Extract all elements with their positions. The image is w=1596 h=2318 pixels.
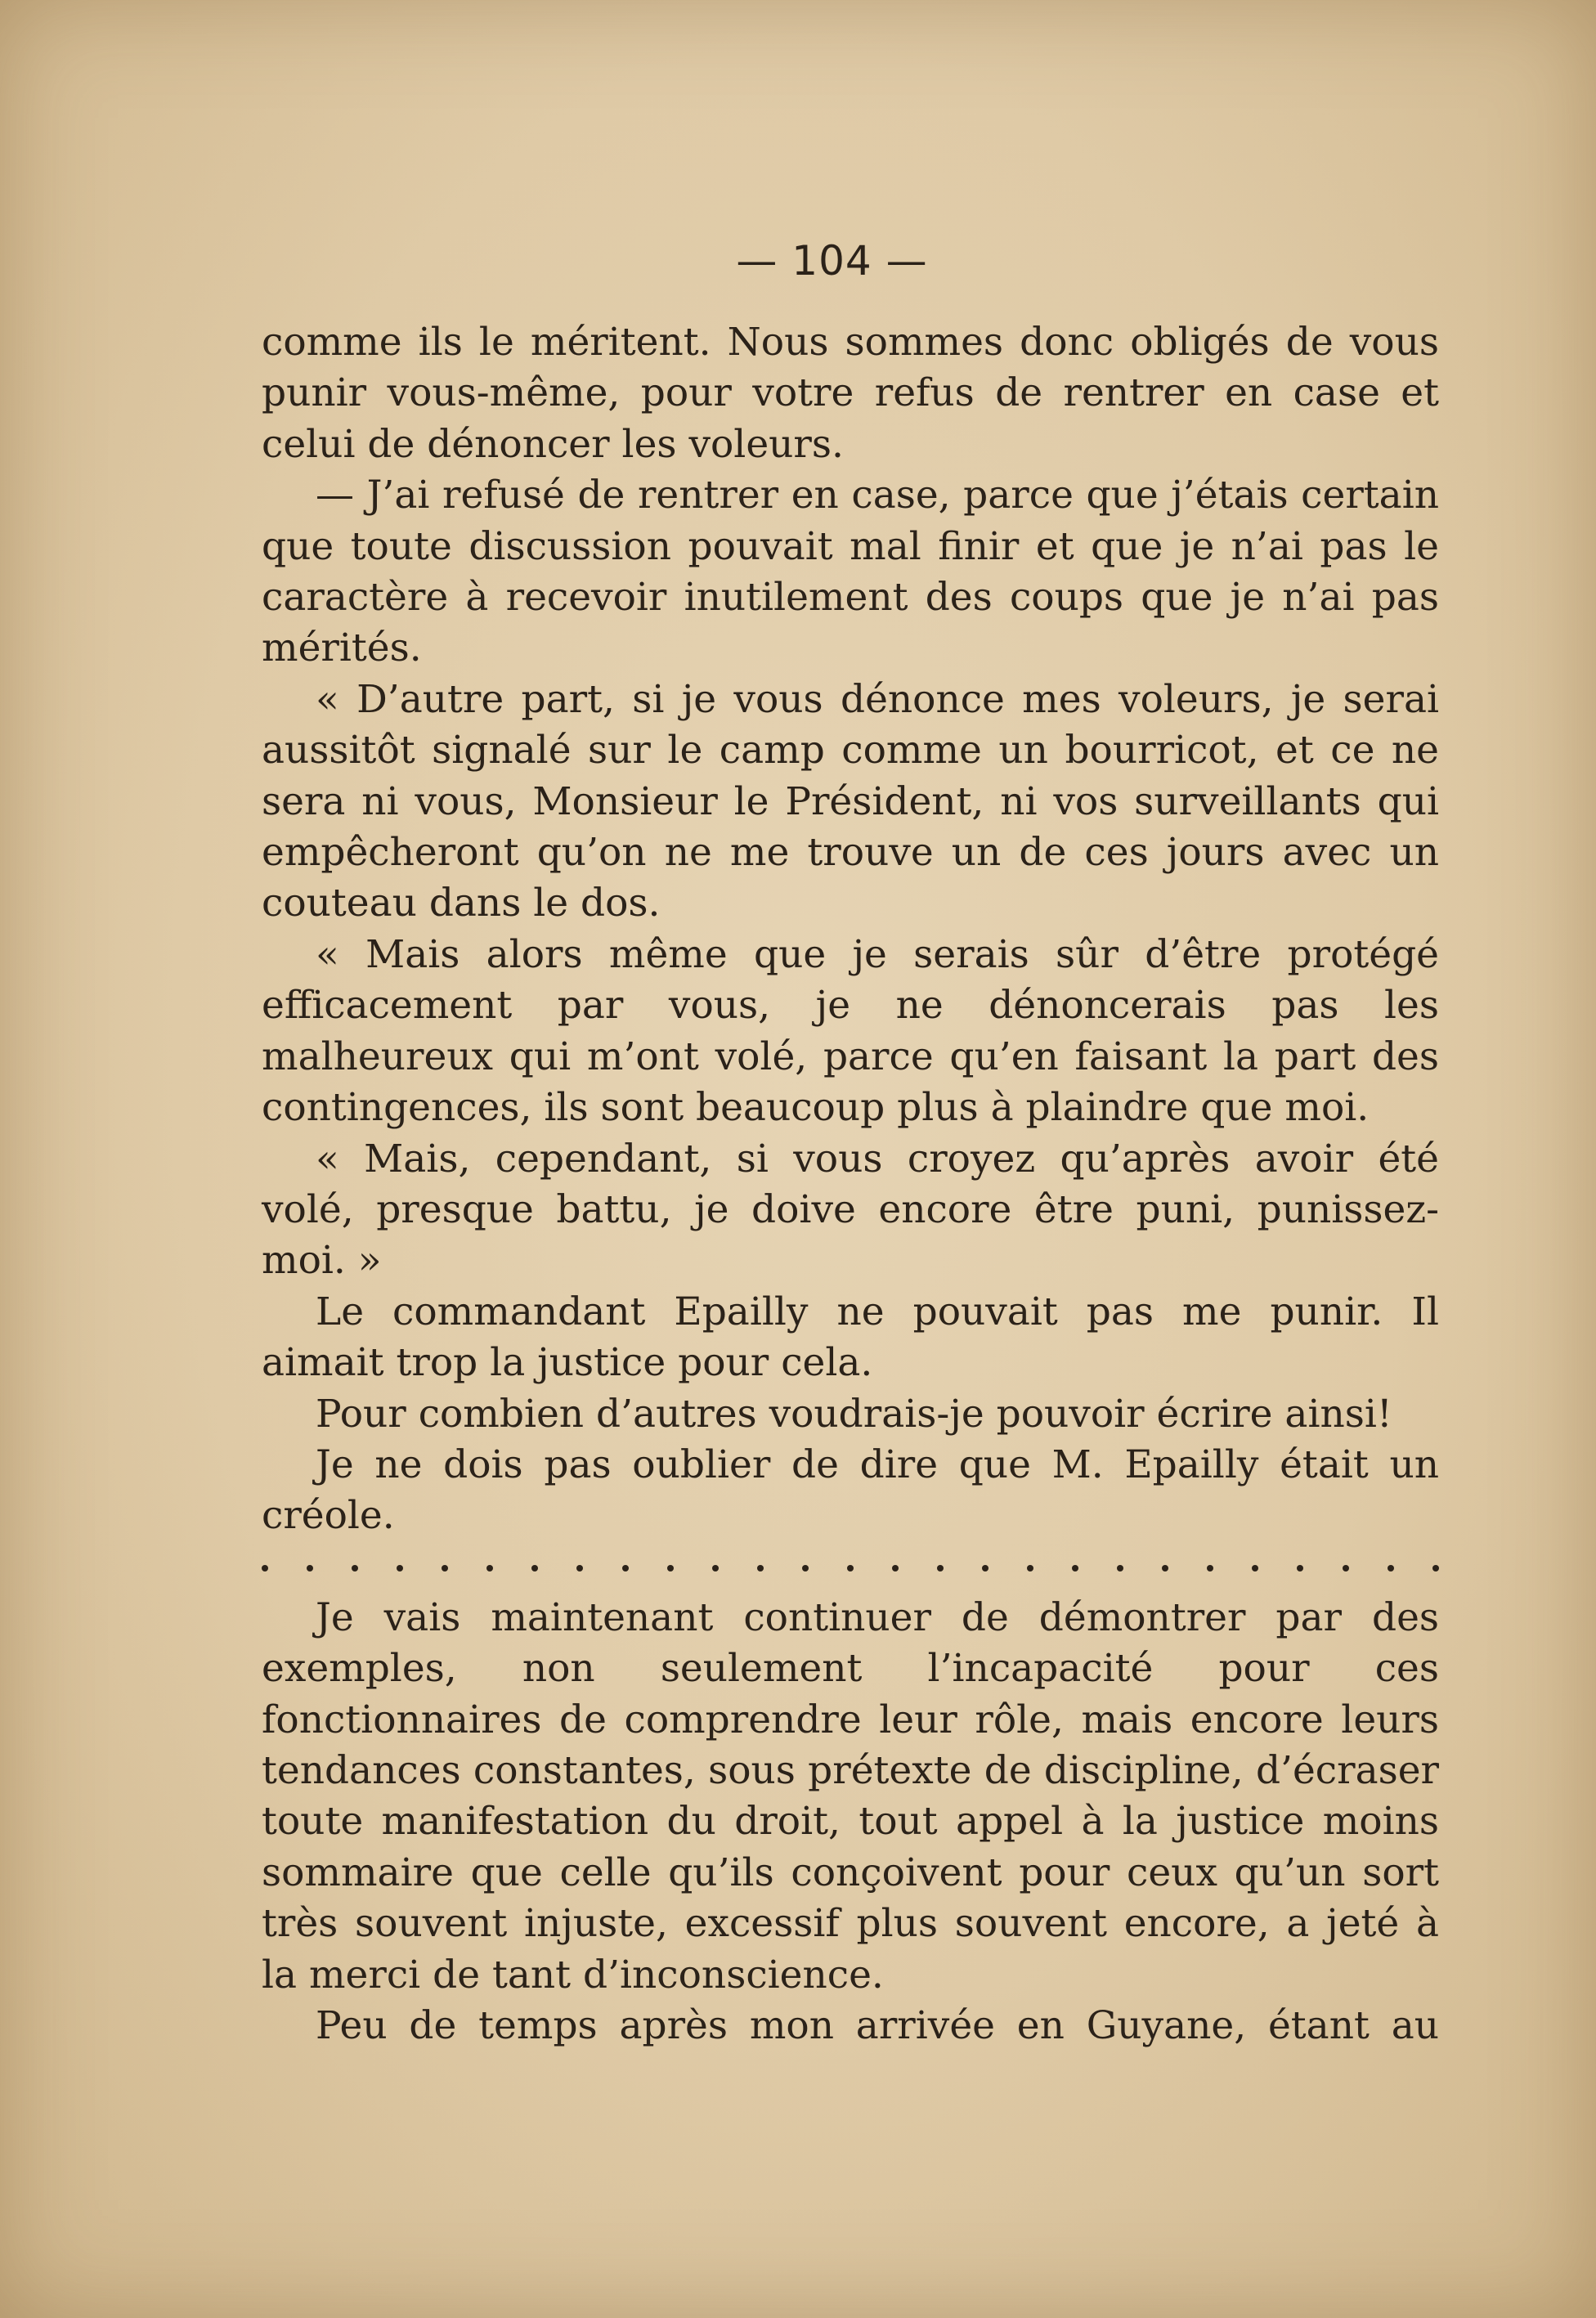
paragraph-creole: Je ne dois pas oublier de dire que M. Epailly était un créole. — [262, 1441, 1439, 1539]
paragraph-continuation: comme ils le méritent. Nous sommes donc obligés de vous punir vous-même, pour votre refus de rentrer en case et celui de dénoncer les voleurs. — [262, 320, 1439, 467]
paragraph-demonstration: Je vais maintenant continuer de démontrer par des exemples, non seulement l’incapacité pour ces fonctionnaires de comprendre leur rôle, mais encore leurs tendances constantes, sous prétexte de discipline, d’écraser toute manifestation du droit, tout appel à la justice moins sommaire que celle qu’ils conçoivent pour ceux qu’un sort très souvent injuste, excessif plus souvent encore, a jeté à la merci de tant d’inconscience. — [262, 1594, 1439, 1997]
paragraph-dialogue-reply: — J’ai refusé de rentrer en case, parce que j’étais certain que toute discussion pouvait mal finir et que je n’ai pas le caractère à recevoir inutilement des coups que je n’ai pas mérités. — [262, 473, 1439, 671]
page-number: — 104 — — [736, 237, 928, 285]
section-separator-dots — [262, 1554, 1439, 1581]
paragraph-commandant: Le commandant Epailly ne pouvait pas me punir. Il aimait trop la justice pour cela. — [262, 1289, 1439, 1386]
body-text — [262, 317, 1439, 2051]
paragraph-quote-1: « D’autre part, si je vous dénonce mes voleurs, je serai aussitôt signalé sur le camp comme un bourricot, et ce ne sera ni vous, Monsieur le Président, ni vos surveillants qui empêcheront qu’on ne me trouve un de ces jours avec un couteau dans le dos. — [262, 676, 1439, 926]
paragraph-quote-3: « Mais, cependant, si vous croyez qu’après avoir été volé, presque battu, je doive encore être puni, punissez-moi. » — [262, 1136, 1439, 1284]
paragraph-combien: Pour combien d’autres voudrais-je pouvoir écrire ainsi! — [316, 1391, 1392, 1437]
paragraph-guyane: Peu de temps après mon arrivée en Guyane, étant au — [316, 2003, 1439, 2048]
paragraph-quote-2: « Mais alors même que je serais sûr d’être protégé efficacement par vous, je ne dénoncerais pas les malheureux qui m’ont volé, parce qu’en faisant la part des contingences, ils sont beaucoup plus à plaindre que moi. — [262, 931, 1439, 1131]
